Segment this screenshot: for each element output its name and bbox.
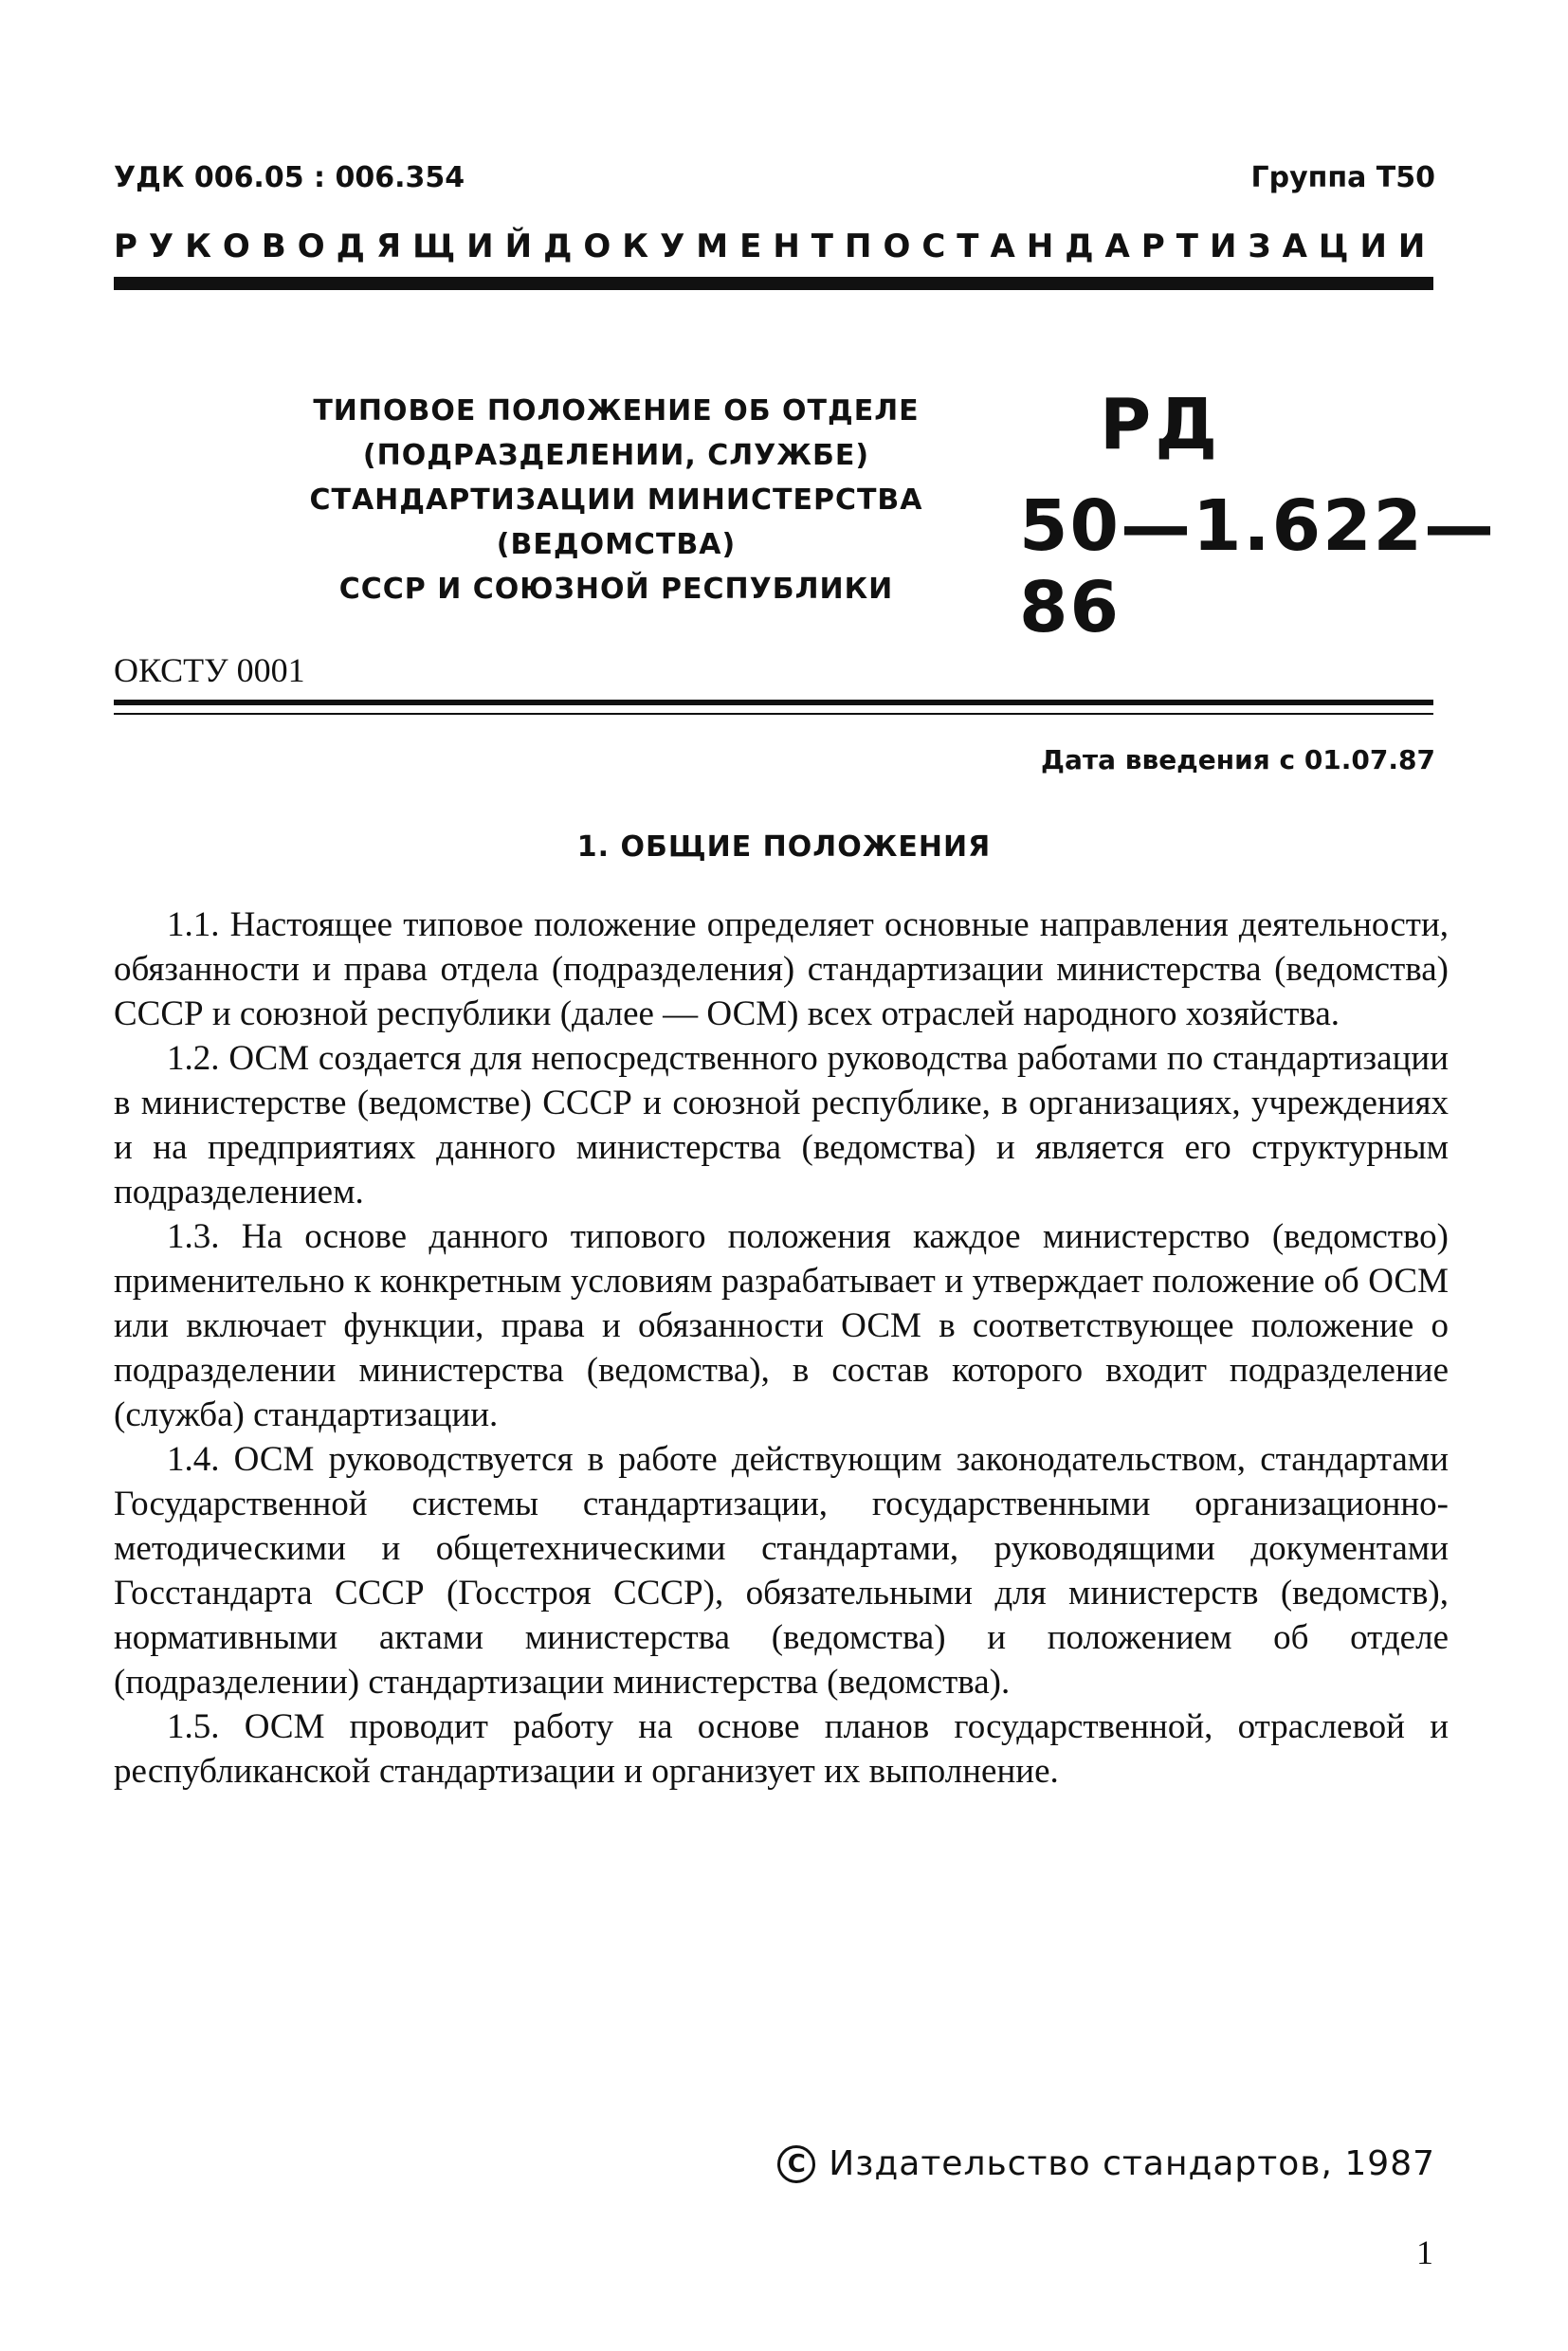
separator-rule-thin — [114, 713, 1433, 715]
publisher: Издательство стандартов, 1987 — [829, 2144, 1435, 2183]
rd-label: РД — [1100, 384, 1222, 465]
doc-type-word: РУКОВОДЯЩИЙ — [114, 228, 544, 265]
title-line: ТИПОВОЕ ПОЛОЖЕНИЕ ОБ ОТДЕЛЕ — [313, 394, 920, 428]
document-title — [237, 389, 995, 611]
paragraph: 1.1. Настоящее типовое положение определяет основные направления деятельности, обязанности и права отдела (подразделения) стандартизации министерства (ведомства) СССР и союзной республики (далее — ОСМ) всех отраслей народного хозяйства. — [114, 905, 1449, 1033]
udk-code: УДК 006.05 : 006.354 — [114, 161, 465, 194]
paragraph: 1.2. ОСМ создается для непосредственного руководства работами по стандартизации в министерстве (ведомстве) СССР и союзной республике, в организациях, учреждениях и на предприятиях данного министерства (ведомства) и является его структурным подразделением. — [114, 1039, 1449, 1212]
header-rule — [114, 277, 1433, 290]
page-number: 1 — [1416, 2233, 1433, 2271]
copyright-icon: C — [777, 2145, 815, 2183]
doc-type-word: ДОКУМЕНТ — [543, 228, 845, 265]
title-line: СТАНДАРТИЗАЦИИ МИНИСТЕРСТВА (ВЕДОМСТВА) — [309, 483, 923, 561]
paragraph: 1.4. ОСМ руководствуется в работе действующим законодательством, стандартами Государственной системы стандартизации, государственными организационно-методическими и общетехническими стандартами, руководящими документами Госстандарта СССР (Госстроя СССР), обязательными для министерств (ведомств), нормативными актами министерства (ведомства) и положением об отделе (подразделении) стандартизации министерства (ведомства). — [114, 1440, 1449, 1702]
rd-number: 50—1.622—86 — [1019, 485, 1497, 648]
group-code: Группа Т50 — [1250, 161, 1435, 194]
separator-rule — [114, 700, 1433, 705]
copyright-notice — [777, 2144, 1435, 2183]
effective-date: Дата введения с 01.07.87 — [1041, 744, 1435, 775]
paragraph: 1.5. ОСМ проводит работу на основе планов государственной, отраслевой и республиканской стандартизации и организует их выполнение. — [114, 1707, 1449, 1791]
title-line: СССР И СОЮЗНОЙ РЕСПУБЛИКИ — [338, 573, 894, 606]
paragraph: 1.3. На основе данного типового положения каждое министерство (ведомство) применительно к конкретным условиям разрабатывает и утверждает положение об ОСМ или включает функции, права и обязанности ОСМ в соответствующее положение о подразделении министерства (ведомства), в состав которого входит подразделение (служба) стандартизации. — [114, 1217, 1449, 1434]
title-line: (ПОДРАЗДЕЛЕНИИ, СЛУЖБЕ) — [362, 439, 870, 472]
doc-type-word: ПО — [845, 228, 922, 265]
section-title: 1. ОБЩИЕ ПОЛОЖЕНИЯ — [576, 830, 992, 864]
section-body — [114, 902, 1449, 1794]
oksu-code: ОКСТУ 0001 — [114, 651, 305, 689]
doc-type-word: СТАНДАРТИЗАЦИИ — [921, 228, 1437, 265]
document-type-heading — [114, 228, 1437, 265]
